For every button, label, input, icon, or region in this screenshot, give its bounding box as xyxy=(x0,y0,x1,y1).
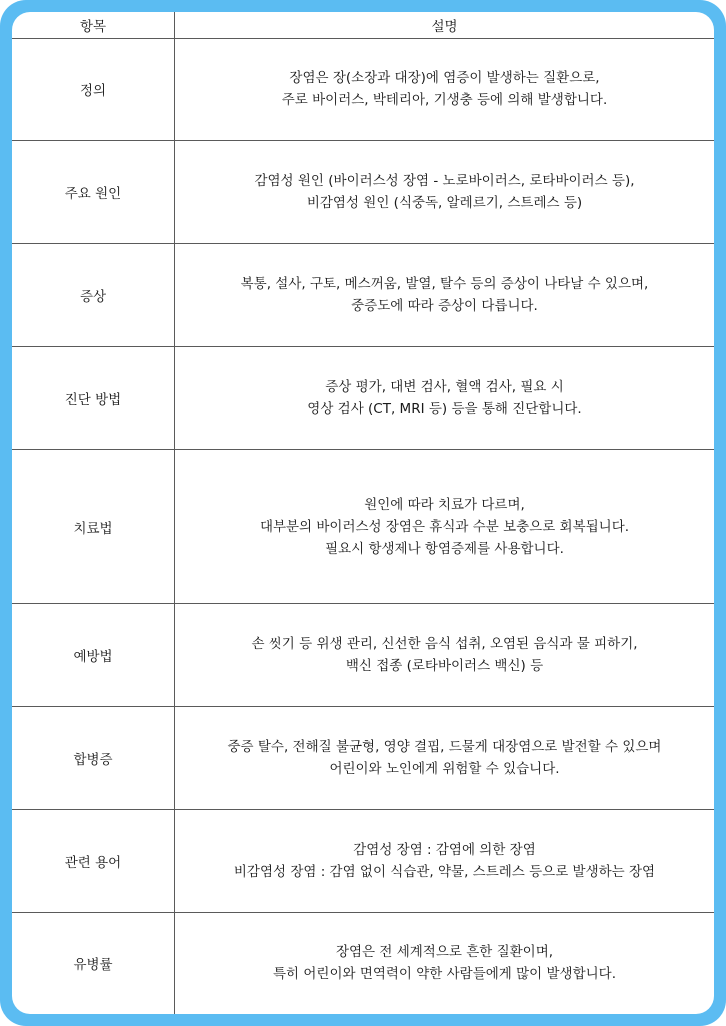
description-line: 백신 접종 (로타바이러스 백신) 등 xyxy=(345,657,544,674)
info-table xyxy=(12,12,714,1014)
table-row xyxy=(12,347,714,450)
header-description: 설명 xyxy=(175,12,715,38)
row-description xyxy=(175,347,715,450)
description-line: 비감염성 원인 (식중독, 알레르기, 스트레스 등) xyxy=(306,195,583,212)
description-line: 증상 평가, 대변 검사, 혈액 검사, 필요 시 xyxy=(325,379,564,396)
description-line: 특히 어린이와 면역력이 약한 사람들에게 많이 발생합니다. xyxy=(272,966,617,983)
row-item-label: 정의 xyxy=(12,38,175,141)
row-item-label: 예방법 xyxy=(12,603,175,706)
row-item-label: 진단 방법 xyxy=(12,347,175,450)
row-item-label: 관련 용어 xyxy=(12,809,175,912)
description-line: 중증도에 따라 증상이 다릅니다. xyxy=(351,298,538,315)
table-row xyxy=(12,450,714,603)
description-line: 손 씻기 등 위생 관리, 신선한 음식 섭취, 오염된 음식과 물 피하기, xyxy=(251,635,638,652)
description-line: 중증 탈수, 전해질 불균형, 영양 결핍, 드물게 대장염으로 발전할 수 있으며 xyxy=(227,738,662,755)
table-header-row xyxy=(12,12,714,38)
description-line: 영상 검사 (CT, MRI 등) 등을 통해 진단합니다. xyxy=(307,401,582,418)
row-item-label: 치료법 xyxy=(12,450,175,603)
row-item-label: 주요 원인 xyxy=(12,141,175,244)
description-line: 대부분의 바이러스성 장염은 휴식과 수분 보충으로 회복됩니다. xyxy=(259,518,630,535)
row-item-label: 증상 xyxy=(12,244,175,347)
description-line: 장염은 전 세계적으로 흔한 질환이며, xyxy=(335,944,554,961)
description-line: 복통, 설사, 구토, 메스꺼움, 발열, 탈수 등의 증상이 나타날 수 있으며, xyxy=(240,276,649,293)
row-description xyxy=(175,141,715,244)
row-description xyxy=(175,912,715,1014)
row-item-label: 유병률 xyxy=(12,912,175,1014)
table-row xyxy=(12,38,714,141)
row-description xyxy=(175,706,715,809)
row-description xyxy=(175,450,715,603)
table-row xyxy=(12,809,714,912)
row-description xyxy=(175,38,715,141)
table-row xyxy=(12,244,714,347)
description-line: 비감염성 장염 : 감염 없이 식습관, 약물, 스트레스 등으로 발생하는 장염 xyxy=(233,863,656,880)
row-description xyxy=(175,809,715,912)
table-row xyxy=(12,141,714,244)
row-description xyxy=(175,603,715,706)
table-row xyxy=(12,603,714,706)
row-item-label: 합병증 xyxy=(12,706,175,809)
description-line: 어린이와 노인에게 위험할 수 있습니다. xyxy=(329,760,560,777)
row-description xyxy=(175,244,715,347)
description-line: 원인에 따라 치료가 다르며, xyxy=(364,496,525,513)
table-row xyxy=(12,912,714,1014)
description-line: 장염은 장(소장과 대장)에 염증이 발생하는 질환으로, xyxy=(289,70,600,87)
description-line: 감염성 원인 (바이러스성 장염 - 노로바이러스, 로타바이러스 등), xyxy=(254,173,635,190)
description-line: 필요시 항생제나 항염증제를 사용합니다. xyxy=(325,540,564,557)
table-card xyxy=(12,12,714,1014)
description-line: 감염성 장염 : 감염에 의한 장염 xyxy=(353,841,536,858)
header-item: 항목 xyxy=(12,12,175,38)
table-row xyxy=(12,706,714,809)
description-line: 주로 바이러스, 박테리아, 기생충 등에 의해 발생합니다. xyxy=(281,92,608,109)
